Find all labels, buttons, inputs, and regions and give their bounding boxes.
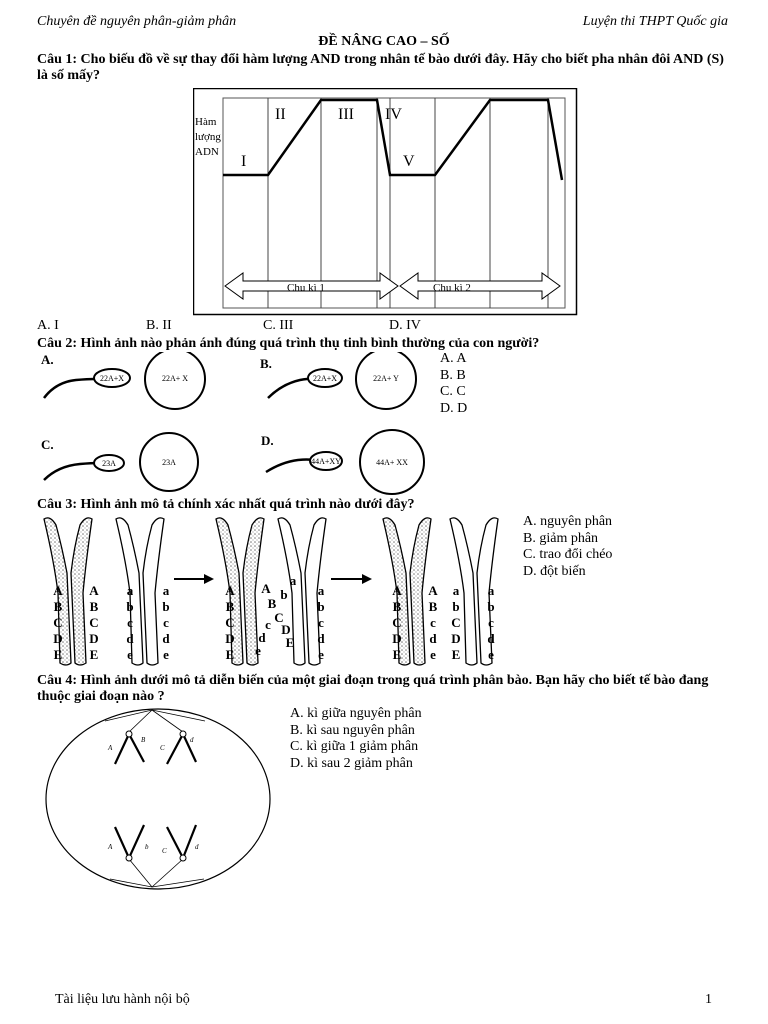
sperm-b-label: 22A+X (312, 374, 338, 383)
q1-option-d[interactable]: D. IV (389, 318, 421, 333)
gene-D-5: D (392, 631, 402, 646)
phase-label-4: IV (385, 106, 402, 123)
cycle-1-label: Chu kì 1 (287, 282, 325, 294)
gene-C-6: C (451, 615, 461, 630)
gene-b-5: b (452, 599, 460, 614)
sperm-c-label: 23A (102, 459, 116, 468)
gene-d-3: d (258, 630, 266, 645)
gene-D-6: D (451, 631, 461, 646)
gene-c-5: c (430, 615, 436, 630)
gene-c-4: c (318, 615, 324, 630)
gene-B-6: B (428, 599, 438, 614)
arrow-2 (331, 574, 372, 584)
gene-A-2: A (89, 583, 99, 598)
gene-D-4: D (281, 622, 291, 637)
q4-options (290, 706, 422, 772)
egg-d-label: 44A+ XX (376, 458, 408, 467)
figure-c (41, 433, 198, 491)
figure-b-letter: B. (260, 356, 272, 371)
gene-A-3: A (225, 583, 235, 598)
cell-label-d-2: d (195, 843, 199, 851)
gene-C-5: C (392, 615, 402, 630)
q1-option-b[interactable]: B. II (146, 318, 172, 333)
q4-option-a[interactable]: A. kì giữa nguyên phân (290, 706, 422, 721)
q1-option-a[interactable]: A. I (37, 318, 59, 333)
gene-b-2: b (162, 599, 170, 614)
gene-c-3: c (265, 617, 271, 632)
cell-label-B: B (141, 736, 146, 744)
gene-C-2: C (89, 615, 99, 630)
gene-D-1: D (53, 631, 63, 646)
gene-E-6: E (451, 647, 461, 662)
gene-e-4: e (318, 647, 324, 662)
gene-C-3: C (225, 615, 235, 630)
centromere-2 (180, 731, 186, 737)
gene-B-3: B (225, 599, 235, 614)
arrow-1 (174, 574, 214, 584)
gene-B-1: B (53, 599, 63, 614)
centromere-3 (126, 855, 132, 861)
cell-label-A-2: A (108, 843, 113, 851)
gene-c-1: c (127, 615, 133, 630)
chromatid-lower-2 (167, 825, 196, 858)
gene-A-4: A (261, 581, 271, 596)
q1-options (37, 318, 737, 335)
figure-d (261, 430, 424, 494)
question-1: Câu 1: Cho biếu đồ về sự thay đổi hàm lượng AND trong nhân tế bào dưới đây. Hãy cho biết pha nhân đôi AND (S) là số mấy? (37, 52, 724, 83)
egg-a-label: 22A+ X (161, 374, 189, 383)
gene-e-2: e (163, 647, 169, 662)
gene-d-6: d (487, 631, 495, 646)
figure-a-letter: A. (41, 352, 54, 367)
gene-c-2: c (163, 615, 169, 630)
gene-a-3: a (289, 573, 297, 588)
page-number: 1 (705, 992, 712, 1007)
chromatid-lower-1 (115, 825, 144, 858)
q1-option-c[interactable]: C. III (263, 318, 294, 333)
gene-d-4: d (317, 631, 325, 646)
cell-label-A-1: A (108, 744, 113, 752)
gene-E-5: E (392, 647, 402, 662)
centromere-4 (180, 855, 186, 861)
gene-d-5: d (429, 631, 437, 646)
figure-a (41, 352, 205, 409)
cell-membrane (46, 709, 270, 889)
crossing-over-figure (36, 513, 516, 668)
q3-option-a[interactable]: A. nguyên phân (523, 514, 613, 529)
egg-b-label: 22A+ Y (373, 374, 399, 383)
sperm-d-label: 44A+XY (311, 457, 341, 466)
phase-label-1: I (241, 153, 247, 170)
gene-a-4: a (317, 583, 325, 598)
gene-D-2: D (89, 631, 99, 646)
q3-options (523, 514, 612, 580)
question-4: Câu 4: Hình ảnh dưới mô tả diễn biến của một giai đoạn trong quá trình phân bào. Bạn hãy cho biết tế bào đang thuộc giai đoạn nào ? (37, 673, 709, 704)
question-2: Câu 2: Hình ảnh nào phản ánh đúng quá trình thụ tinh bình thường của con người? (37, 336, 540, 351)
q2-option-d[interactable]: D. D (440, 400, 468, 416)
figure-c-letter: C. (41, 437, 54, 452)
q4-option-d[interactable]: D. kì sau 2 giảm phân (290, 755, 413, 771)
fertilization-figures (36, 352, 436, 498)
gene-A-1: A (53, 583, 63, 598)
chart-ylabel-3: ADN (195, 146, 219, 158)
phase-label-2: II (275, 106, 286, 123)
q3-option-d[interactable]: D. đột biến (523, 563, 586, 579)
chromosome-dotted-3 (383, 518, 431, 665)
gene-E-1: E (53, 647, 63, 662)
q3-option-b[interactable]: B. giảm phân (523, 530, 599, 546)
gene-d-2: d (162, 631, 170, 646)
figure-d-letter: D. (261, 433, 274, 448)
phase-label-5: V (403, 153, 415, 170)
gene-e-1: e (127, 647, 133, 662)
cell-label-C-1: C (160, 744, 165, 752)
q2-option-b[interactable]: B. B (440, 367, 466, 383)
gene-E-3: E (225, 647, 235, 662)
gene-A-6: A (428, 583, 438, 598)
cell-division-figure (40, 704, 280, 894)
q3-option-c[interactable]: C. trao đổi chéo (523, 547, 613, 562)
gene-E-4: E (285, 635, 295, 650)
gene-C-4: C (274, 610, 284, 625)
cycle-2-label: Chu kì 2 (433, 282, 471, 294)
gene-e-5: e (430, 647, 436, 662)
chromatid-upper-1 (115, 734, 144, 764)
phase-label-3: III (338, 106, 354, 123)
header-left: Chuyên đề nguyên phân-giảm phân (37, 14, 237, 29)
q2-option-a[interactable]: A. A (440, 351, 467, 366)
figure-b (260, 352, 416, 409)
gene-a-6: a (487, 583, 495, 598)
footer-note: Tài liệu lưu hành nội bộ (55, 992, 190, 1007)
gene-e-3: e (255, 643, 261, 658)
gene-d-1: d (126, 631, 134, 646)
cell-label-d-1: d (190, 736, 194, 744)
cycle-2-arrow (400, 273, 560, 299)
dna-content-chart (193, 88, 578, 316)
gene-b-1: b (126, 599, 134, 614)
gene-b-6: b (487, 599, 495, 614)
gene-b-3: b (280, 587, 288, 602)
gene-a-5: a (452, 583, 460, 598)
q2-options (440, 351, 467, 417)
gene-c-6: c (488, 615, 494, 630)
centromere-1 (126, 731, 132, 737)
gene-a-1: a (126, 583, 134, 598)
gene-A-5: A (392, 583, 402, 598)
gene-e-6: e (488, 647, 494, 662)
q2-option-c[interactable]: C. C (440, 384, 466, 399)
cell-label-b: b (145, 843, 149, 851)
gene-B-4: B (267, 596, 277, 611)
gene-E-2: E (89, 647, 99, 662)
cell-label-C-2: C (162, 847, 167, 855)
question-3: Câu 3: Hình ảnh mô tả chính xác nhất quá trình nào dưới đây? (37, 497, 415, 512)
chromosome-dotted-1 (44, 518, 92, 665)
q4-option-c[interactable]: C. kì giữa 1 giảm phân (290, 739, 419, 754)
header-right: Luyện thi THPT Quốc gia (582, 14, 728, 29)
chart-ylabel-2: lượng (195, 131, 221, 143)
gene-D-3: D (225, 631, 235, 646)
gene-B-5: B (392, 599, 402, 614)
gene-B-2: B (89, 599, 99, 614)
gene-a-2: a (162, 583, 170, 598)
q4-option-b[interactable]: B. kì sau nguyên phân (290, 722, 415, 738)
gene-b-4: b (317, 599, 325, 614)
page-title: ĐỀ NÂNG CAO – SỐ (318, 34, 450, 49)
egg-c-label: 23A (162, 458, 176, 467)
gene-C-1: C (53, 615, 63, 630)
sperm-a-label: 22A+X (99, 374, 125, 383)
chromosome-white-1 (116, 518, 164, 665)
chart-ylabel-1: Hàm (195, 116, 217, 128)
